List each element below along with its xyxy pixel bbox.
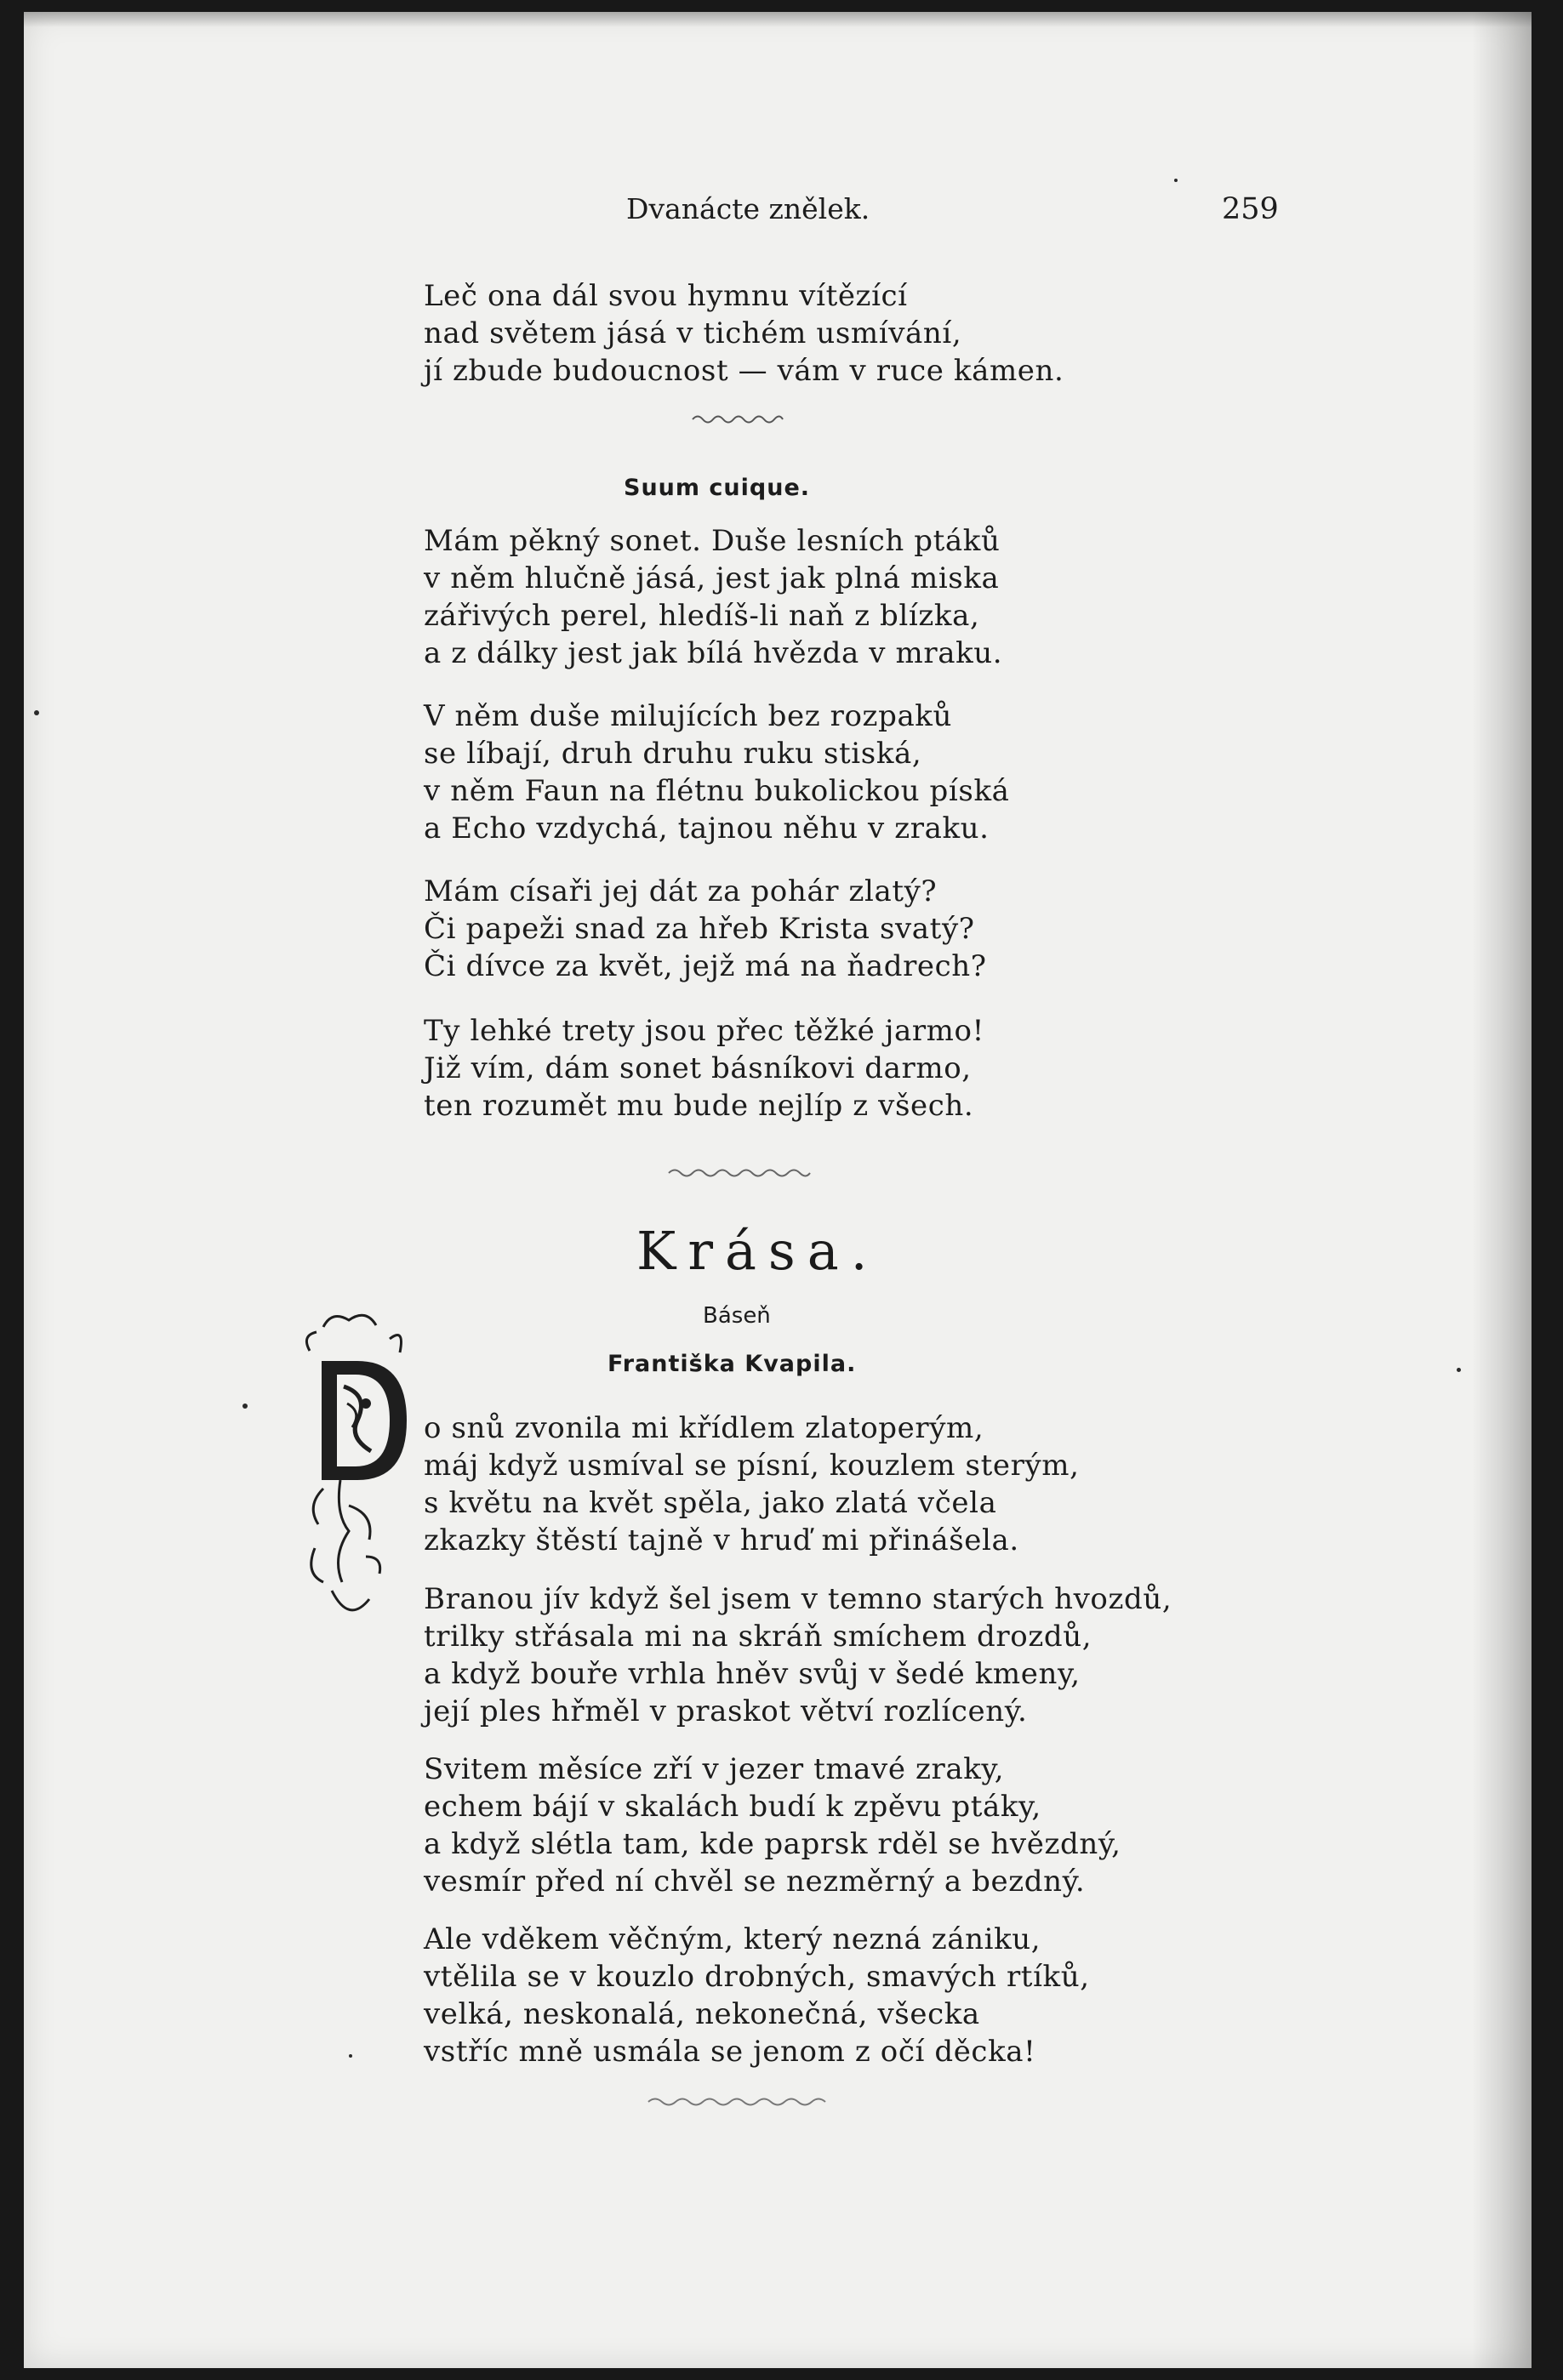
poem-stanza-2 <box>424 1580 1172 1730</box>
running-head: Dvanácte znělek. <box>626 192 870 225</box>
opening-stanza <box>424 277 1064 390</box>
verse-line: a když bouře vrhla hněv svůj v šedé kmeny, <box>424 1657 1081 1691</box>
verse-line: Či papeži snad za hřeb Krista svatý? <box>424 912 975 946</box>
verse-line: nad světem jásá v tichém usmívání, <box>424 316 962 350</box>
verse-line: echem bájí v skalách budí k zpěvu ptáky, <box>424 1790 1041 1824</box>
verse-line: o snů zvonila mi křídlem zlatoperým, <box>424 1411 984 1445</box>
verse-line: s květu na květ spěla, jako zlatá včela <box>424 1486 997 1520</box>
verse-line: zkazky štěstí tajně v hruď mi přinášela. <box>424 1523 1019 1557</box>
verse-line: Svitem měsíce zří v jezer tmavé zraky, <box>424 1752 1005 1786</box>
verse-line: velká, neskonalá, nekonečná, všecka <box>424 1997 980 2031</box>
verse-line: Mám císaři jej dát za pohár zlatý? <box>424 874 938 908</box>
wavy-ornament <box>691 412 784 425</box>
verse-line: se líbají, druh druhu ruku stiská, <box>424 737 922 771</box>
verse-line: ten rozumět mu bude nejlíp z všech. <box>424 1089 974 1123</box>
verse-line: V něm duše milujících bez rozpaků <box>424 699 953 733</box>
scan-speck <box>349 2054 352 2058</box>
verse-line: Již vím, dám sonet básníkovi darmo, <box>424 1051 972 1085</box>
top-edge-shadow <box>24 12 1532 27</box>
scan-speck <box>1457 1368 1461 1372</box>
poem-stanza-4 <box>424 1921 1090 2070</box>
sonnet-stanza-4 <box>424 1012 984 1125</box>
scan-speck <box>34 710 39 715</box>
verse-line: vtělila se v kouzlo drobných, smavých rtíků, <box>424 1960 1090 1994</box>
sonnet-stanza-3 <box>424 873 987 985</box>
verse-line: a Echo vzdychá, tajnou něhu v zraku. <box>424 811 990 846</box>
verse-line: Branou jív když šel jsem v temno starých hvozdů, <box>424 1582 1172 1616</box>
binding-shadow <box>1472 12 1532 2368</box>
wavy-ornament <box>667 1165 812 1179</box>
drop-cap-d-ornament <box>298 1301 417 1625</box>
verse-line: a z dálky jest jak bílá hvězda v mraku. <box>424 636 1003 670</box>
verse-line: jí zbude budoucnost — vám v ruce kámen. <box>424 354 1064 388</box>
sonnet-stanza-2 <box>424 697 1010 847</box>
verse-line: trilky střásala mi na skráň smíchem drozdů, <box>424 1620 1092 1654</box>
wavy-ornament <box>647 2094 834 2108</box>
poem-stanza-1 <box>424 1409 1080 1559</box>
poem-stanza-3 <box>424 1751 1121 1900</box>
verse-line: v něm hlučně jásá, jest jak plná miska <box>424 561 1000 595</box>
verse-line: vesmír před ní chvěl se nezměrný a bezdný. <box>424 1865 1086 1899</box>
scan-speck <box>242 1404 248 1409</box>
verse-line: a když slétla tam, kde paprsk rděl se hvězdný, <box>424 1827 1121 1861</box>
verse-line: vstříc mně usmála se jenom z očí děcka! <box>424 2035 1036 2069</box>
sonnet-stanza-1 <box>424 522 1002 672</box>
verse-line: Či dívce za květ, jejž má na ňadrech? <box>424 949 987 983</box>
verse-line: Ty lehké trety jsou přec těžké jarmo! <box>424 1014 984 1048</box>
verse-line: Ale vděkem věčným, který nezná zániku, <box>424 1922 1041 1956</box>
scan-speck <box>1174 179 1178 182</box>
verse-line: v něm Faun na flétnu bukolickou píská <box>424 774 1010 808</box>
page-number: 259 <box>1222 192 1279 226</box>
poem-title: Krása. <box>636 1220 880 1282</box>
poem-subtitle: Báseň <box>703 1303 771 1329</box>
sonnet-title: Suum cuique. <box>624 475 811 501</box>
verse-line: máj když usmíval se písní, kouzlem sterým, <box>424 1449 1080 1483</box>
poem-author: Františka Kvapila. <box>608 1351 857 1377</box>
verse-line: zářivých perel, hledíš-li naň z blízka, <box>424 599 980 633</box>
verse-line: její ples hřměl v praskot větví rozlícený. <box>424 1694 1028 1728</box>
verse-line: Leč ona dál svou hymnu vítězící <box>424 279 908 313</box>
verse-line: Mám pěkný sonet. Duše lesních ptáků <box>424 524 1001 558</box>
